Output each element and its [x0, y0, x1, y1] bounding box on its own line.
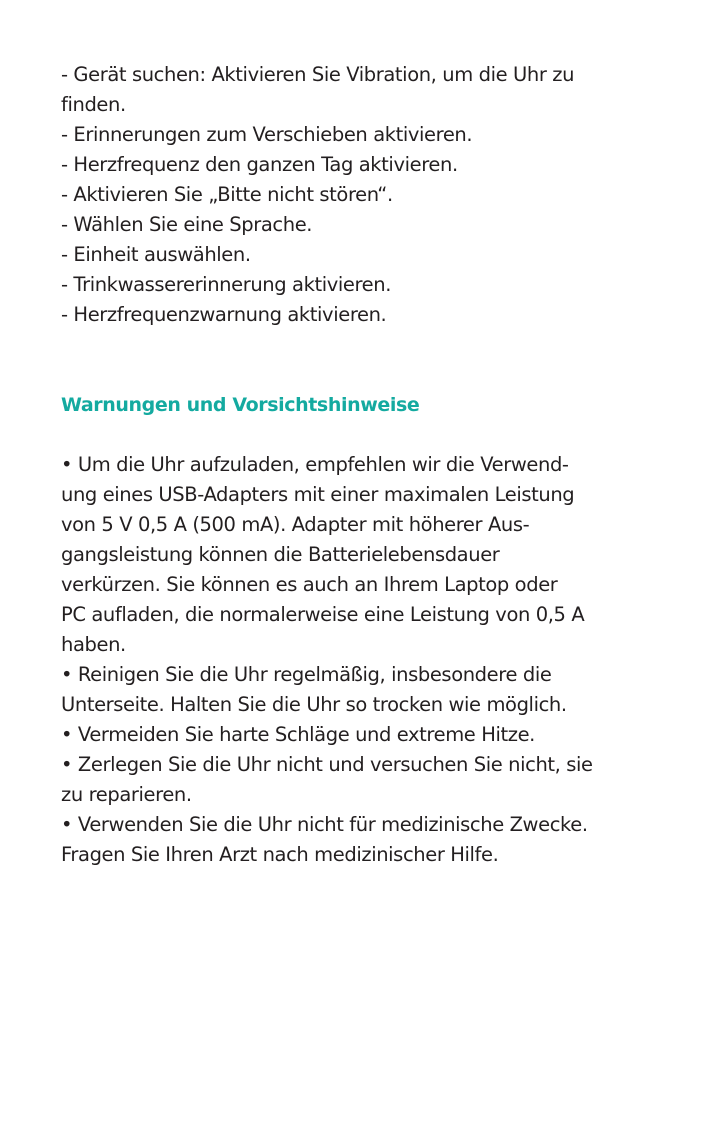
list-item-line: finden. [61, 93, 126, 116]
warning-line: • Reinigen Sie die Uhr regelmäßig, insbesondere die [61, 663, 552, 686]
section-heading: Warnungen und Vorsichtshinweise [61, 394, 420, 416]
warning-line: PC aufladen, die normalerweise eine Leistung von 0,5 A [61, 603, 585, 626]
feature-item-heart-rate-warning [61, 300, 661, 330]
manual-page [61, 60, 661, 870]
warning-item-disassembly [61, 750, 661, 810]
warning-line: zu reparieren. [61, 783, 192, 806]
feature-item-language [61, 210, 661, 240]
warning-line: verkürzen. Sie können es auch an Ihrem Laptop oder [61, 573, 558, 596]
feature-item-find-device [61, 60, 661, 120]
warning-line: • Um die Uhr aufzuladen, empfehlen wir die Verwend- [61, 453, 569, 476]
feature-item-do-not-disturb [61, 180, 661, 210]
warning-item-medical [61, 810, 661, 870]
feature-item-water-reminder [61, 270, 661, 300]
warning-item-cleaning [61, 660, 661, 720]
feature-item-unit [61, 240, 661, 270]
feature-item-heart-rate-all-day [61, 150, 661, 180]
feature-item-move-reminder [61, 120, 661, 150]
warning-line: Unterseite. Halten Sie die Uhr so trocken wie möglich. [61, 693, 567, 716]
warning-item-charging [61, 450, 661, 660]
warning-line: gangsleistung können die Batterielebensdauer [61, 543, 500, 566]
warning-line: Fragen Sie Ihren Arzt nach medizinischer Hilfe. [61, 843, 499, 866]
warning-line: von 5 V 0,5 A (500 mA). Adapter mit höherer Aus- [61, 513, 530, 536]
list-item-line: - Gerät suchen: Aktivieren Sie Vibration, um die Uhr zu [61, 63, 575, 86]
list-item-line: - Erinnerungen zum Verschieben aktivieren. [61, 123, 473, 146]
warning-line: • Zerlegen Sie die Uhr nicht und versuchen Sie nicht, sie [61, 753, 593, 776]
list-item-line: - Einheit auswählen. [61, 243, 251, 266]
list-item-line: - Herzfrequenzwarnung aktivieren. [61, 303, 387, 326]
feature-list [61, 60, 661, 330]
warning-line: • Verwenden Sie die Uhr nicht für medizinische Zwecke. [61, 813, 588, 836]
warning-line: • Vermeiden Sie harte Schläge und extreme Hitze. [61, 723, 535, 746]
list-item-line: - Herzfrequenz den ganzen Tag aktivieren. [61, 153, 458, 176]
list-item-line: - Wählen Sie eine Sprache. [61, 213, 313, 236]
warning-line: ung eines USB-Adapters mit einer maximalen Leistung [61, 483, 575, 506]
list-item-line: - Trinkwassererinnerung aktivieren. [61, 273, 392, 296]
list-item-line: - Aktivieren Sie „Bitte nicht stören“. [61, 183, 393, 206]
warning-line: haben. [61, 633, 126, 656]
warnings-list [61, 450, 661, 870]
warning-item-impacts [61, 720, 661, 750]
